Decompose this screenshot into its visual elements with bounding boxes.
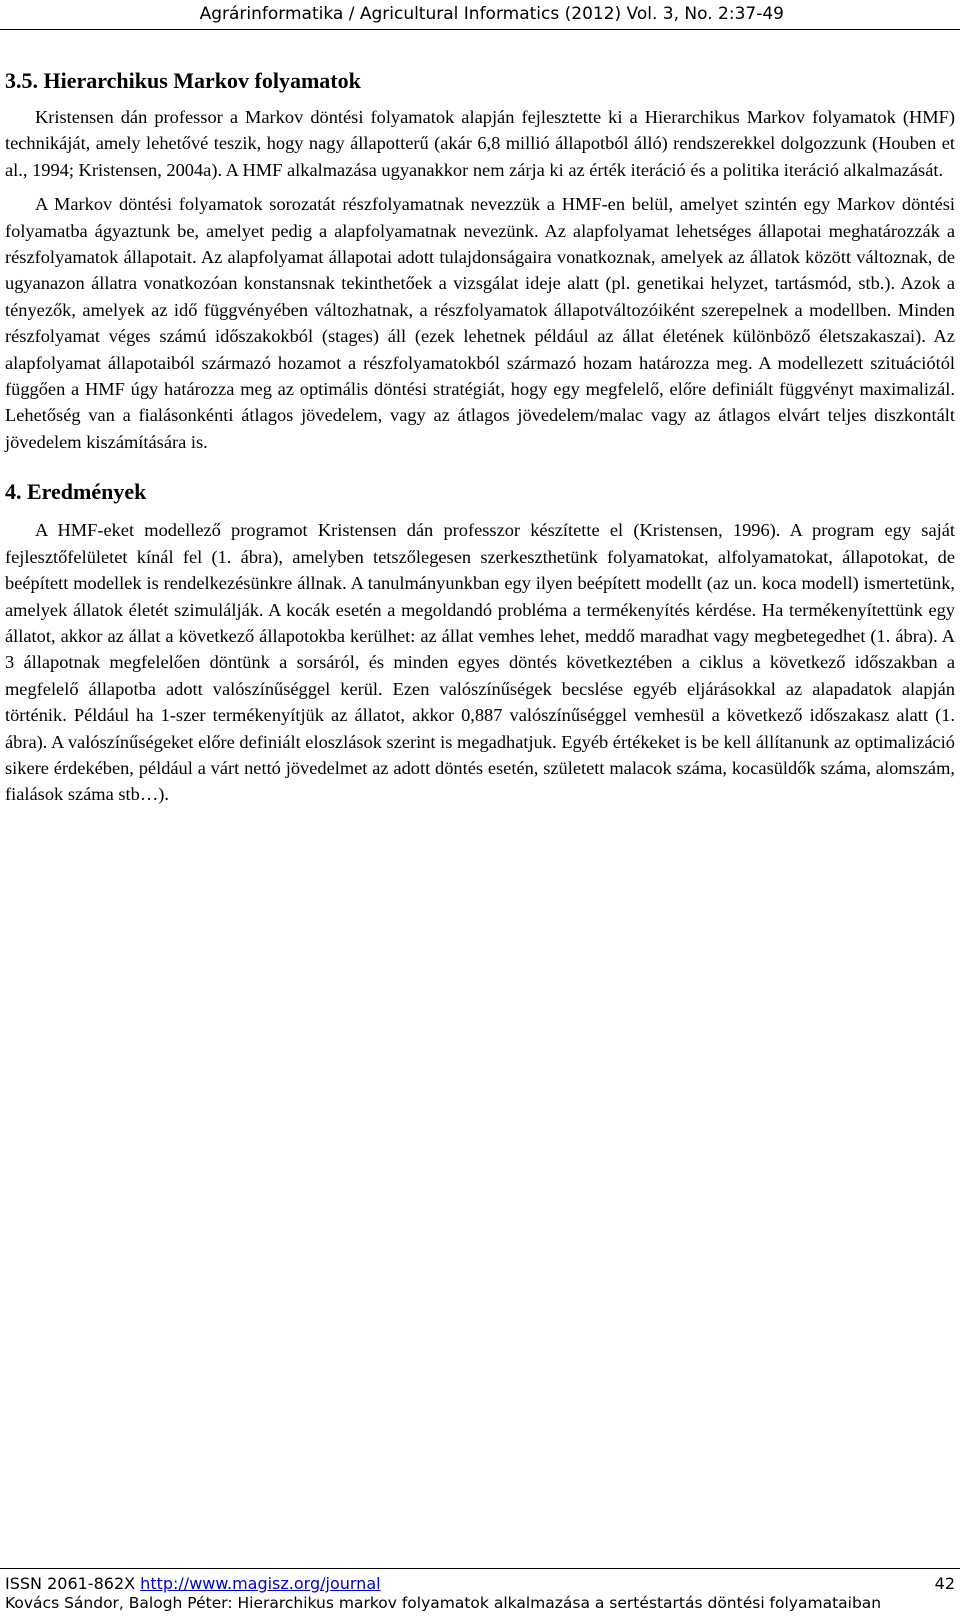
footer-divider <box>0 1568 960 1569</box>
page-number: 42 <box>934 1574 955 1593</box>
footer-issn-line <box>5 1574 381 1593</box>
section-heading-3-5: 3.5. Hierarchikus Markov folyamatok <box>5 68 361 93</box>
issn-text: ISSN 2061-862X <box>5 1574 136 1593</box>
article-body <box>5 66 955 808</box>
paragraph: A HMF-eket modellező programot Kristensen dán professzor készítette el (Kristensen, 1996). A program egy saját fejlesztőfelületet kínál fel (1. ábra), amelyben tetszőlegesen szerkeszthetünk folyamatokat, alfolyamatokat, állapotokat, de beépített modellek is rendelkezésünkre állnak. A tanulmányunkban egy ilyen beépített modellt (az un. koca modell) ismertetünk, amelyek állatok életét szimulálják. A kocák esetén a megoldandó probléma a termékenyítés kérdése. Ha termékenyítettünk egy állatot, akkor az állat a következő állapotokba kerülhet: az állat vemhes lehet, meddő maradhat vagy megbetegedhet (1. ábra). A 3 állapotnak megfelelően döntünk a sorsáról, és minden egyes döntés következtében a ciklus a következő időszakban a megfelelő állapotba adott valószínűséggel kerül. Ezen valószínűségek becslése egyéb eljárásokkal az alapadatok alapján történik. Például ha 1-szer termékenyítjük az állatot, akkor 0,887 valószínűséggel vemhesül a következő időszakasz alatt (1. ábra). A valószínűségeket előre definiált eloszlások szerint is megadhatjuk. Egyéb értékeket is be kell állítanunk az optimalizáció sikere érdekében, például a várt nettó jövedelmet az adott döntés esetén, született malacok száma, kocasüldők száma, alomszám, fialások száma stb…). <box>5 520 955 805</box>
paragraph: Kristensen dán professor a Markov döntési folyamatok alapján fejlesztette ki a Hierarchikus Markov folyamatok (HMF) technikáját, amely lehetővé teszik, hogy nagy állapotterű (akár 6,8 millió állapotból álló) rendszerekkel dolgozzunk (Houben et al., 1994; Kristensen, 2004a). A HMF alkalmazása ugyanakkor nem zárja ki az érték iteráció és a politika iteráció alkalmazását. <box>5 107 955 180</box>
section-heading-4: 4. Eredmények <box>5 479 147 505</box>
journal-link[interactable]: http://www.magisz.org/journal <box>140 1574 381 1593</box>
paragraph: A Markov döntési folyamatok sorozatát részfolyamatnak nevezzük a HMF-en belül, amelyet szintén egy Markov döntési folyamatba ágyaztunk be, amelyet pedig a alapfolyamatnak nevezünk. Az alapfolyamat lehetséges állapotai meghatározzák a részfolyamatok állapotait. Az alapfolyamat állapotai adott tulajdonságaira vonatkoznak, amelyek az állatok között változnak, de ugyanazon állatra vonatkozóan konstansnak tekinthetőek a vizsgálat ideje alatt (pl. genetikai helyzet, tartásmód, stb.). Azok a tényezők, amelyek az idő függvényében változhatnak, a részfolyamatok állapotváltozóiként szerepelnek a modellben. Minden részfolyamat véges számú időszakokból (stages) áll (ezek lehetnek például az állat életének különböző életszakaszai). Az alapfolyamat állapotaiból származó hozamot a részfolyamatokból származó hozam határozza meg. A modellezett szituációtól függően a HMF úgy határozza meg az optimális döntési stratégiát, hogy egy megfelelő, előre definiált függvényt maximalizál. Lehetőség van a fialásonkénti átlagos jövedelem, vagy az átlagos jövedelem/malac vagy az átlagos elvárt teljes diszkontált jövedelem kiszámítására is. <box>5 194 955 452</box>
running-header <box>0 0 960 30</box>
footer <box>5 1574 955 1594</box>
journal-header-text: Agrárinformatika / Agricultural Informatics (2012) Vol. 3, No. 2:37-49 <box>199 4 784 24</box>
footer-authors-title: Kovács Sándor, Balogh Péter: Hierarchikus markov folyamatok alkalmazása a sertéstartás döntési folyamataiban <box>5 1594 882 1612</box>
